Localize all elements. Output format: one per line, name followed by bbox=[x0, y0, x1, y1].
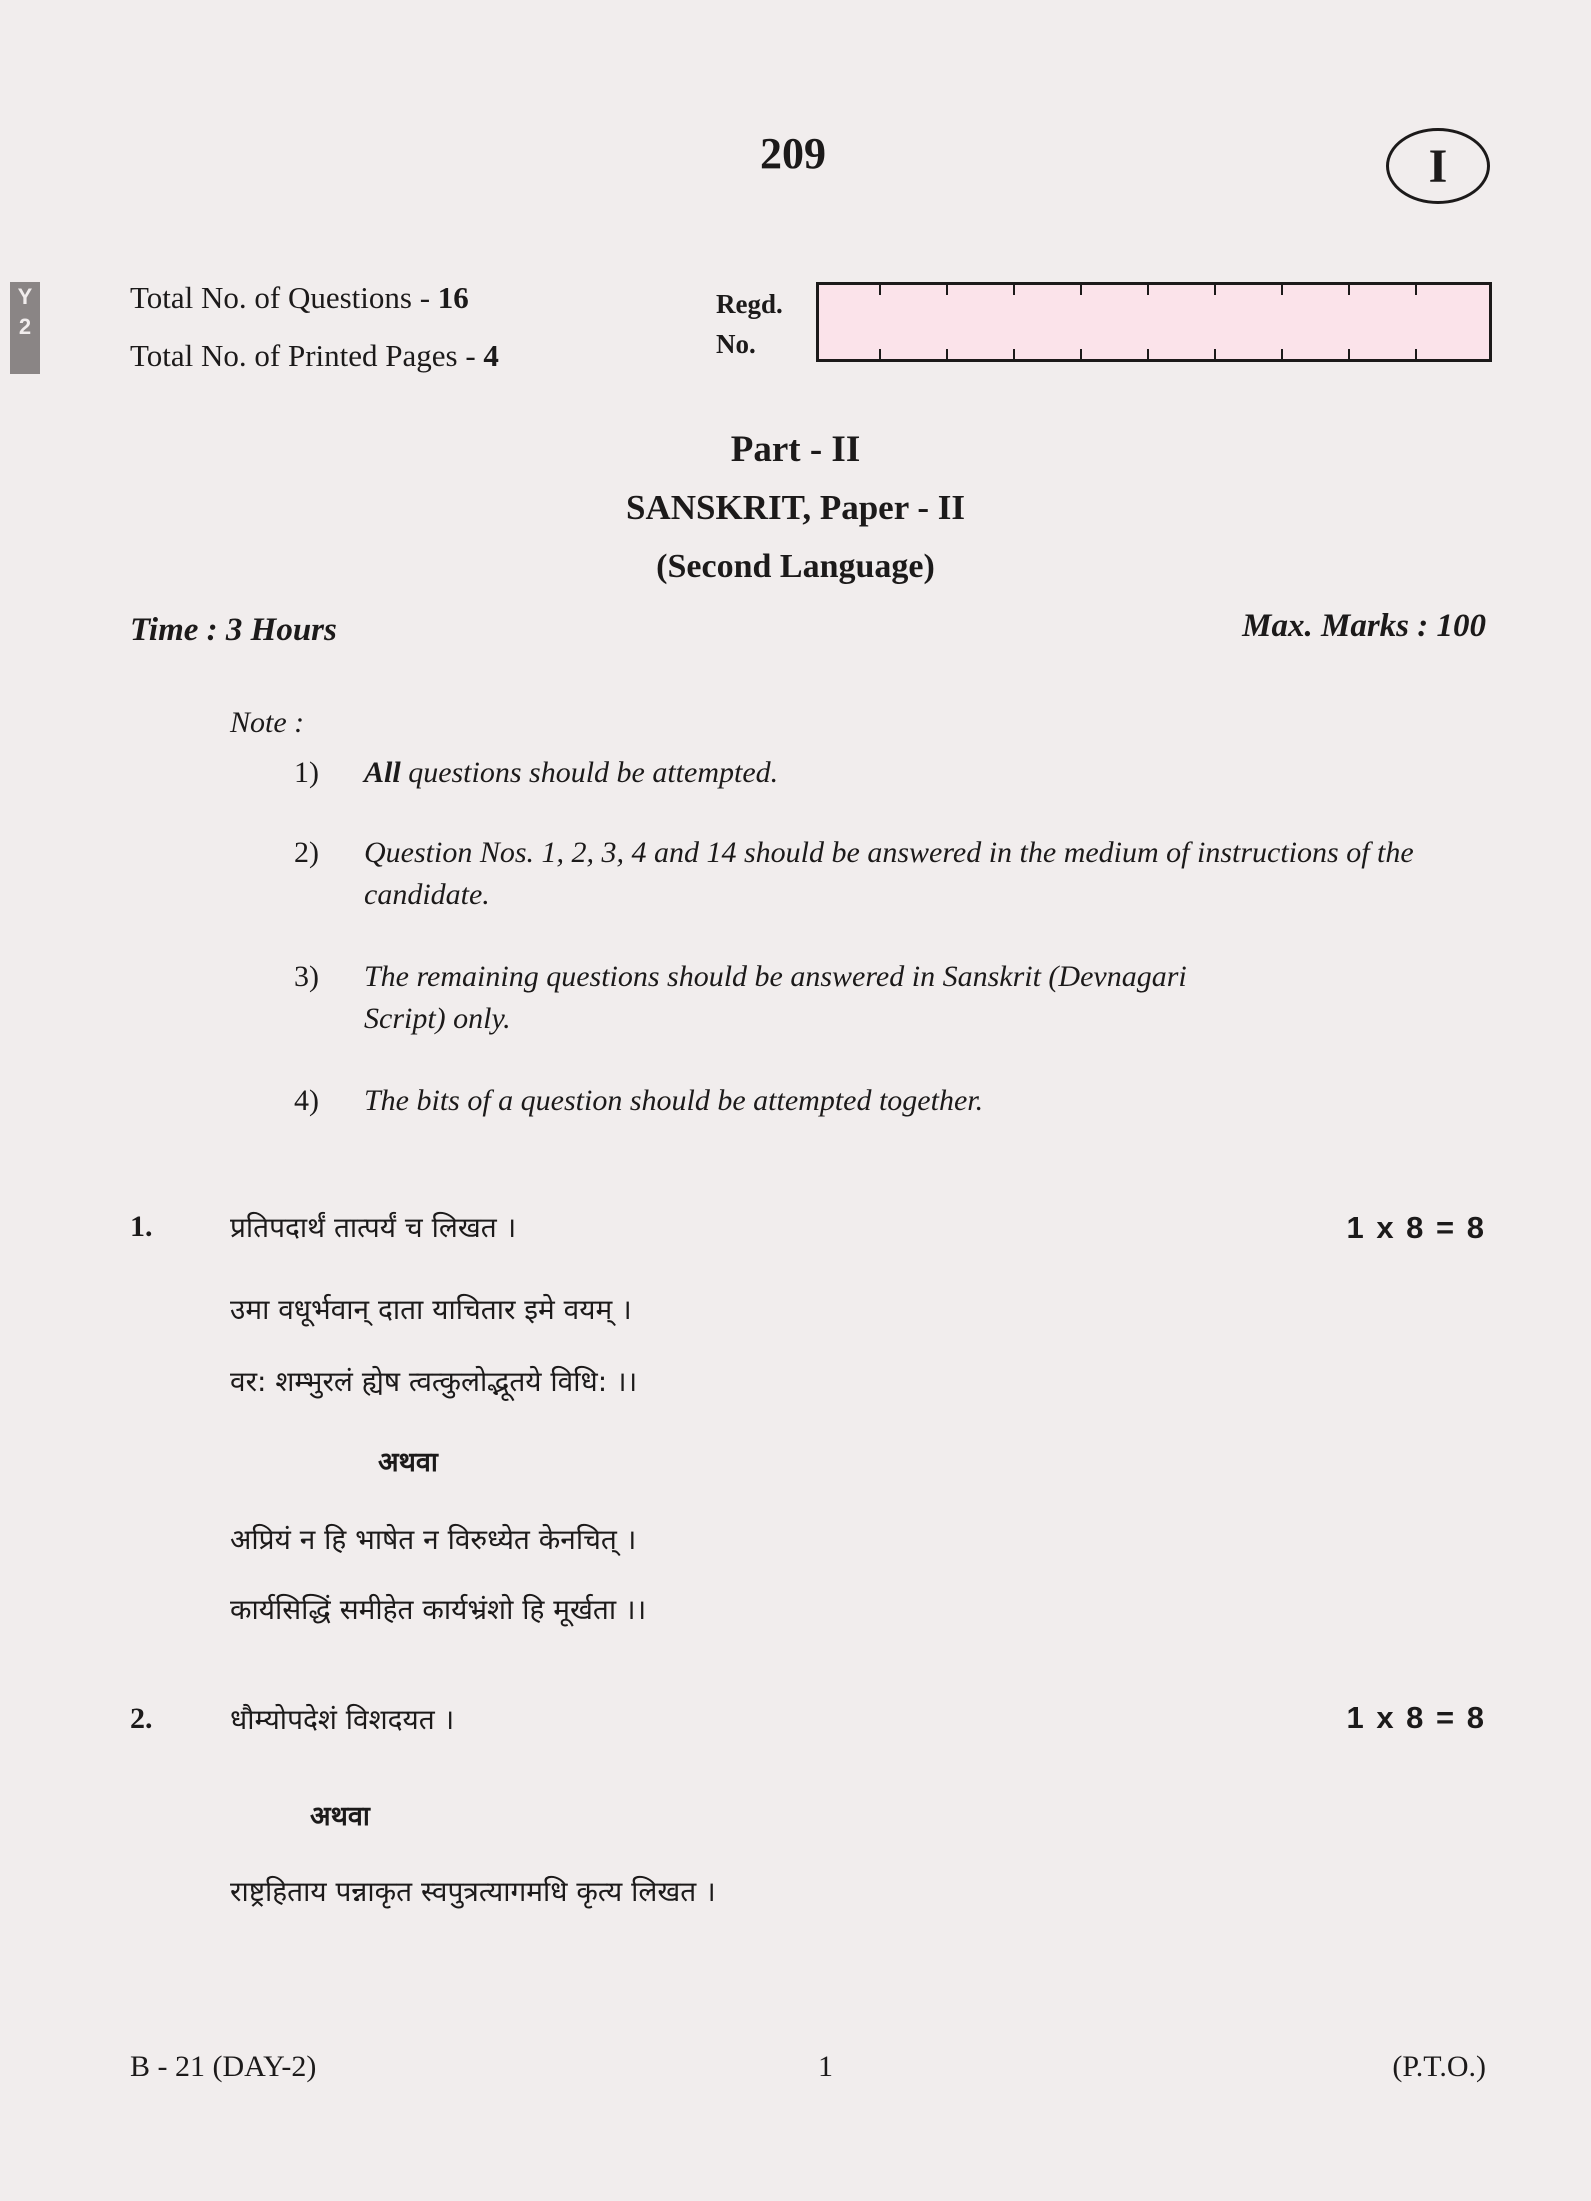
note-number: 3) bbox=[294, 960, 319, 993]
max-marks: Max. Marks : 100 bbox=[1242, 608, 1486, 644]
total-pages-label: Total No. of Printed Pages - bbox=[130, 338, 484, 373]
question-marks: 1 x 8 = 8 bbox=[1346, 1700, 1486, 1735]
note-text: questions should be attempted. bbox=[400, 756, 779, 789]
alternate-question: राष्ट्रहिताय पन्नाकृत स्वपुत्रत्यागमधि कृत्य लिखत । bbox=[230, 1875, 716, 1908]
note-number: 1) bbox=[294, 756, 319, 789]
pto-label: (P.T.O.) bbox=[1392, 2050, 1486, 2083]
regd-label-line1: Regd. bbox=[716, 289, 783, 319]
verse-line: उमा वधूर्भवान् दाता याचितार इमे वयम् । bbox=[230, 1293, 632, 1326]
question-marks: 1 x 8 = 8 bbox=[1346, 1210, 1486, 1245]
note-text: The bits of a question should be attempted together. bbox=[364, 1084, 984, 1117]
note-number: 4) bbox=[294, 1084, 319, 1117]
or-label: अथवा bbox=[378, 1447, 438, 1478]
note-bold: All bbox=[364, 756, 401, 789]
paper-number: 209 bbox=[760, 129, 826, 178]
total-pages-value: 4 bbox=[483, 338, 499, 373]
total-pages bbox=[130, 338, 499, 374]
question-number: 1. bbox=[130, 1210, 153, 1243]
subject-title: SANSKRIT, Paper - II bbox=[625, 488, 966, 527]
note-label: Note : bbox=[230, 706, 305, 739]
regd-no-box[interactable] bbox=[816, 282, 1492, 362]
verse-line: वर: शम्भुरलं ह्येष त्वत्कुलोद्भूतये विधि: ।। bbox=[230, 1365, 638, 1398]
note-number: 2) bbox=[294, 836, 319, 869]
total-questions-value: 16 bbox=[437, 280, 469, 315]
set-code-badge bbox=[1386, 128, 1490, 204]
note-text: The remaining questions should be answered in Sanskrit (Devnagari Script) only. bbox=[364, 960, 1187, 1035]
verse-line: अप्रियं न हि भाषेत न विरुध्येत केनचित् । bbox=[230, 1523, 637, 1556]
language-title: (Second Language) bbox=[656, 548, 935, 585]
regd-label-line2: No. bbox=[716, 329, 756, 359]
part-title: Part - II bbox=[730, 429, 861, 470]
page-number: 1 bbox=[818, 2050, 833, 2083]
total-questions bbox=[130, 280, 469, 316]
set-code: I bbox=[1428, 139, 1448, 193]
or-label: अथवा bbox=[310, 1801, 370, 1832]
time-allowed: Time : 3 Hours bbox=[130, 612, 337, 648]
question-number: 2. bbox=[130, 1702, 153, 1735]
paper-code: B - 21 (DAY-2) bbox=[130, 2050, 317, 2083]
side-tab: Y 2 bbox=[10, 282, 40, 374]
question-prompt: धौम्योपदेशं विशदयत । bbox=[230, 1703, 455, 1736]
note-text: Question Nos. 1, 2, 3, 4 and 14 should be answered in the medium of instructions of the candidate. bbox=[364, 836, 1414, 911]
question-prompt: प्रतिपदार्थं तात्पर्यं च लिखत । bbox=[230, 1211, 517, 1244]
verse-line: कार्यसिद्धिं समीहेत कार्यभ्रंशो हि मूर्खता ।। bbox=[230, 1593, 647, 1626]
total-questions-label: Total No. of Questions - bbox=[130, 280, 438, 315]
regd-no-label bbox=[716, 284, 783, 364]
